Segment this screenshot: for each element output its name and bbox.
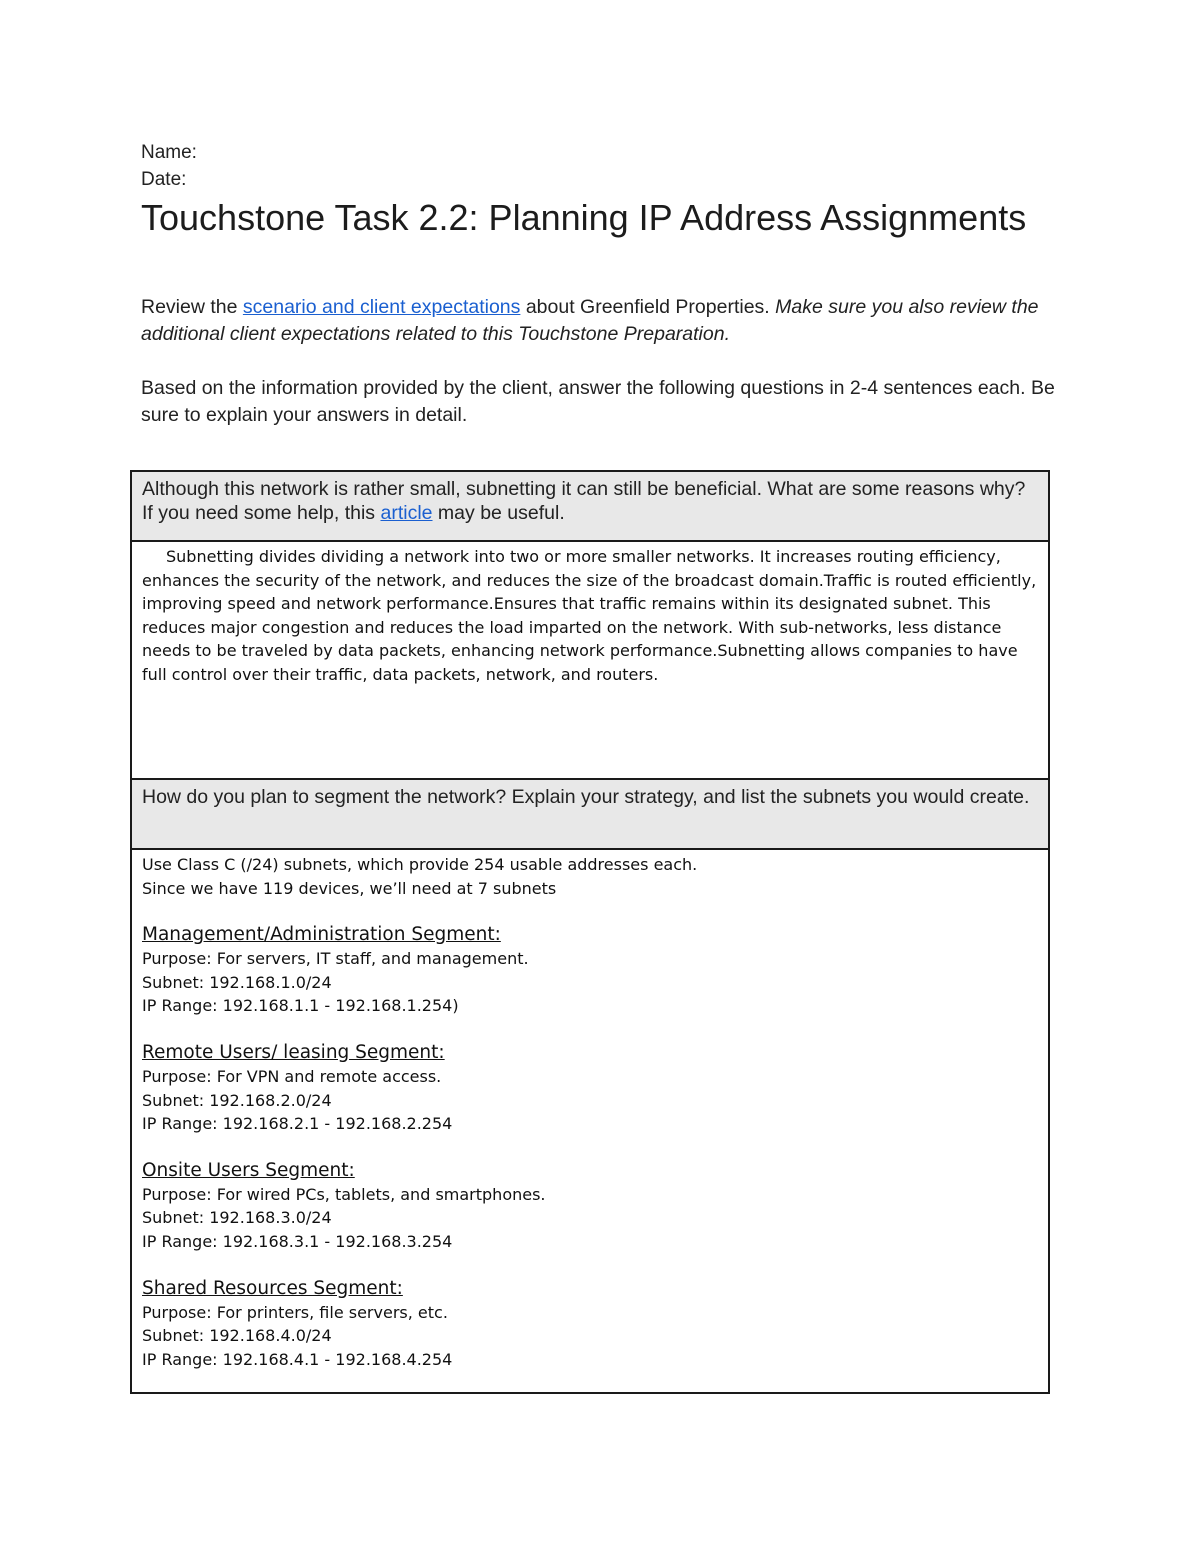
answer-2-device-count-line: Since we have 119 devices, we’ll need at 7 subnets bbox=[142, 878, 557, 898]
segment-ip-range: IP Range: 192.168.1.1 - 192.168.1.254) bbox=[142, 996, 459, 1016]
date-field-label: Date: bbox=[141, 169, 187, 190]
segment-heading: Shared Resources Segment: bbox=[142, 1277, 403, 1299]
answer-2-cell[interactable] bbox=[131, 849, 1049, 1393]
question-1-text: Although this network is rather small, subnetting it can still be beneficial. What are some reasons why? If you need some help, this bbox=[142, 478, 1026, 524]
segment-heading: Remote Users/ leasing Segment: bbox=[142, 1041, 445, 1063]
segment-shared-resources bbox=[142, 1276, 1038, 1372]
segment-heading: Onsite Users Segment: bbox=[142, 1159, 355, 1181]
segment-purpose: Purpose: For servers, IT staff, and management. bbox=[142, 949, 529, 969]
segment-remote-users bbox=[142, 1040, 1038, 1136]
segment-ip-range: IP Range: 192.168.2.1 - 192.168.2.254 bbox=[142, 1114, 453, 1134]
segment-subnet: Subnet: 192.168.3.0/24 bbox=[142, 1208, 332, 1228]
question-1-cell bbox=[131, 471, 1049, 541]
question-2-text: How do you plan to segment the network? Explain your strategy, and list the subnets you would create. bbox=[142, 786, 1030, 808]
segment-subnet: Subnet: 192.168.1.0/24 bbox=[142, 972, 332, 992]
intro-italic-note: Make sure you also review the additional client expectations related to this Touchstone Preparation. bbox=[141, 296, 1039, 345]
intro-text-before-link: Review the bbox=[141, 296, 243, 318]
document-title: Touchstone Task 2.2: Planning IP Address Assignments bbox=[141, 197, 1027, 238]
segment-purpose: Purpose: For VPN and remote access. bbox=[142, 1066, 442, 1086]
segment-subnet: Subnet: 192.168.4.0/24 bbox=[142, 1326, 332, 1346]
intro-text-after-link: about Greenfield Properties. bbox=[520, 296, 776, 318]
answer-2-intro-line: Use Class C (/24) subnets, which provide 254 usable addresses each. bbox=[142, 855, 698, 874]
name-field-label: Name: bbox=[141, 142, 197, 163]
segment-onsite-users bbox=[142, 1158, 1038, 1254]
question-1-text-end: may be useful. bbox=[432, 502, 565, 524]
segment-ip-range: IP Range: 192.168.4.1 - 192.168.4.254 bbox=[142, 1349, 453, 1369]
scenario-link[interactable]: scenario and client expectations bbox=[242, 296, 521, 318]
segment-subnet: Subnet: 192.168.2.0/24 bbox=[142, 1090, 332, 1110]
answer-1-cell[interactable] bbox=[131, 541, 1049, 779]
segment-heading: Management/Administration Segment: bbox=[142, 924, 501, 946]
segment-ip-range: IP Range: 192.168.3.1 - 192.168.3.254 bbox=[142, 1231, 453, 1251]
segment-purpose: Purpose: For printers, file servers, etc. bbox=[142, 1302, 448, 1322]
segment-purpose: Purpose: For wired PCs, tablets, and smartphones. bbox=[142, 1184, 546, 1204]
article-link[interactable]: article bbox=[380, 502, 433, 524]
question-2-cell bbox=[131, 779, 1049, 849]
segment-management bbox=[142, 922, 1038, 1018]
answer-1-text: Subnetting divides dividing a network into two or more smaller networks. It increases routing efficiency, enhances the security of the network, and reduces the size of the broadcast domain.Traffic is routed efficiently, improving speed and network performance.Ensures that traffic remains within its designated subnet. This reduces major congestion and reduces the load imparted on the network. With sub-networks, less distance needs to be traveled by data packets, enhancing network performance.Subnetting allows companies to have full control over their traffic, data packets, network, and routers. bbox=[142, 547, 1037, 684]
intro-paragraph-2: Based on the information provided by the client, answer the following questions in 2-4 sentences each. Be sure to explain your answers in detail. bbox=[141, 377, 1055, 426]
question-answer-table bbox=[130, 470, 1050, 1394]
intro-paragraph-1 bbox=[141, 294, 1061, 348]
